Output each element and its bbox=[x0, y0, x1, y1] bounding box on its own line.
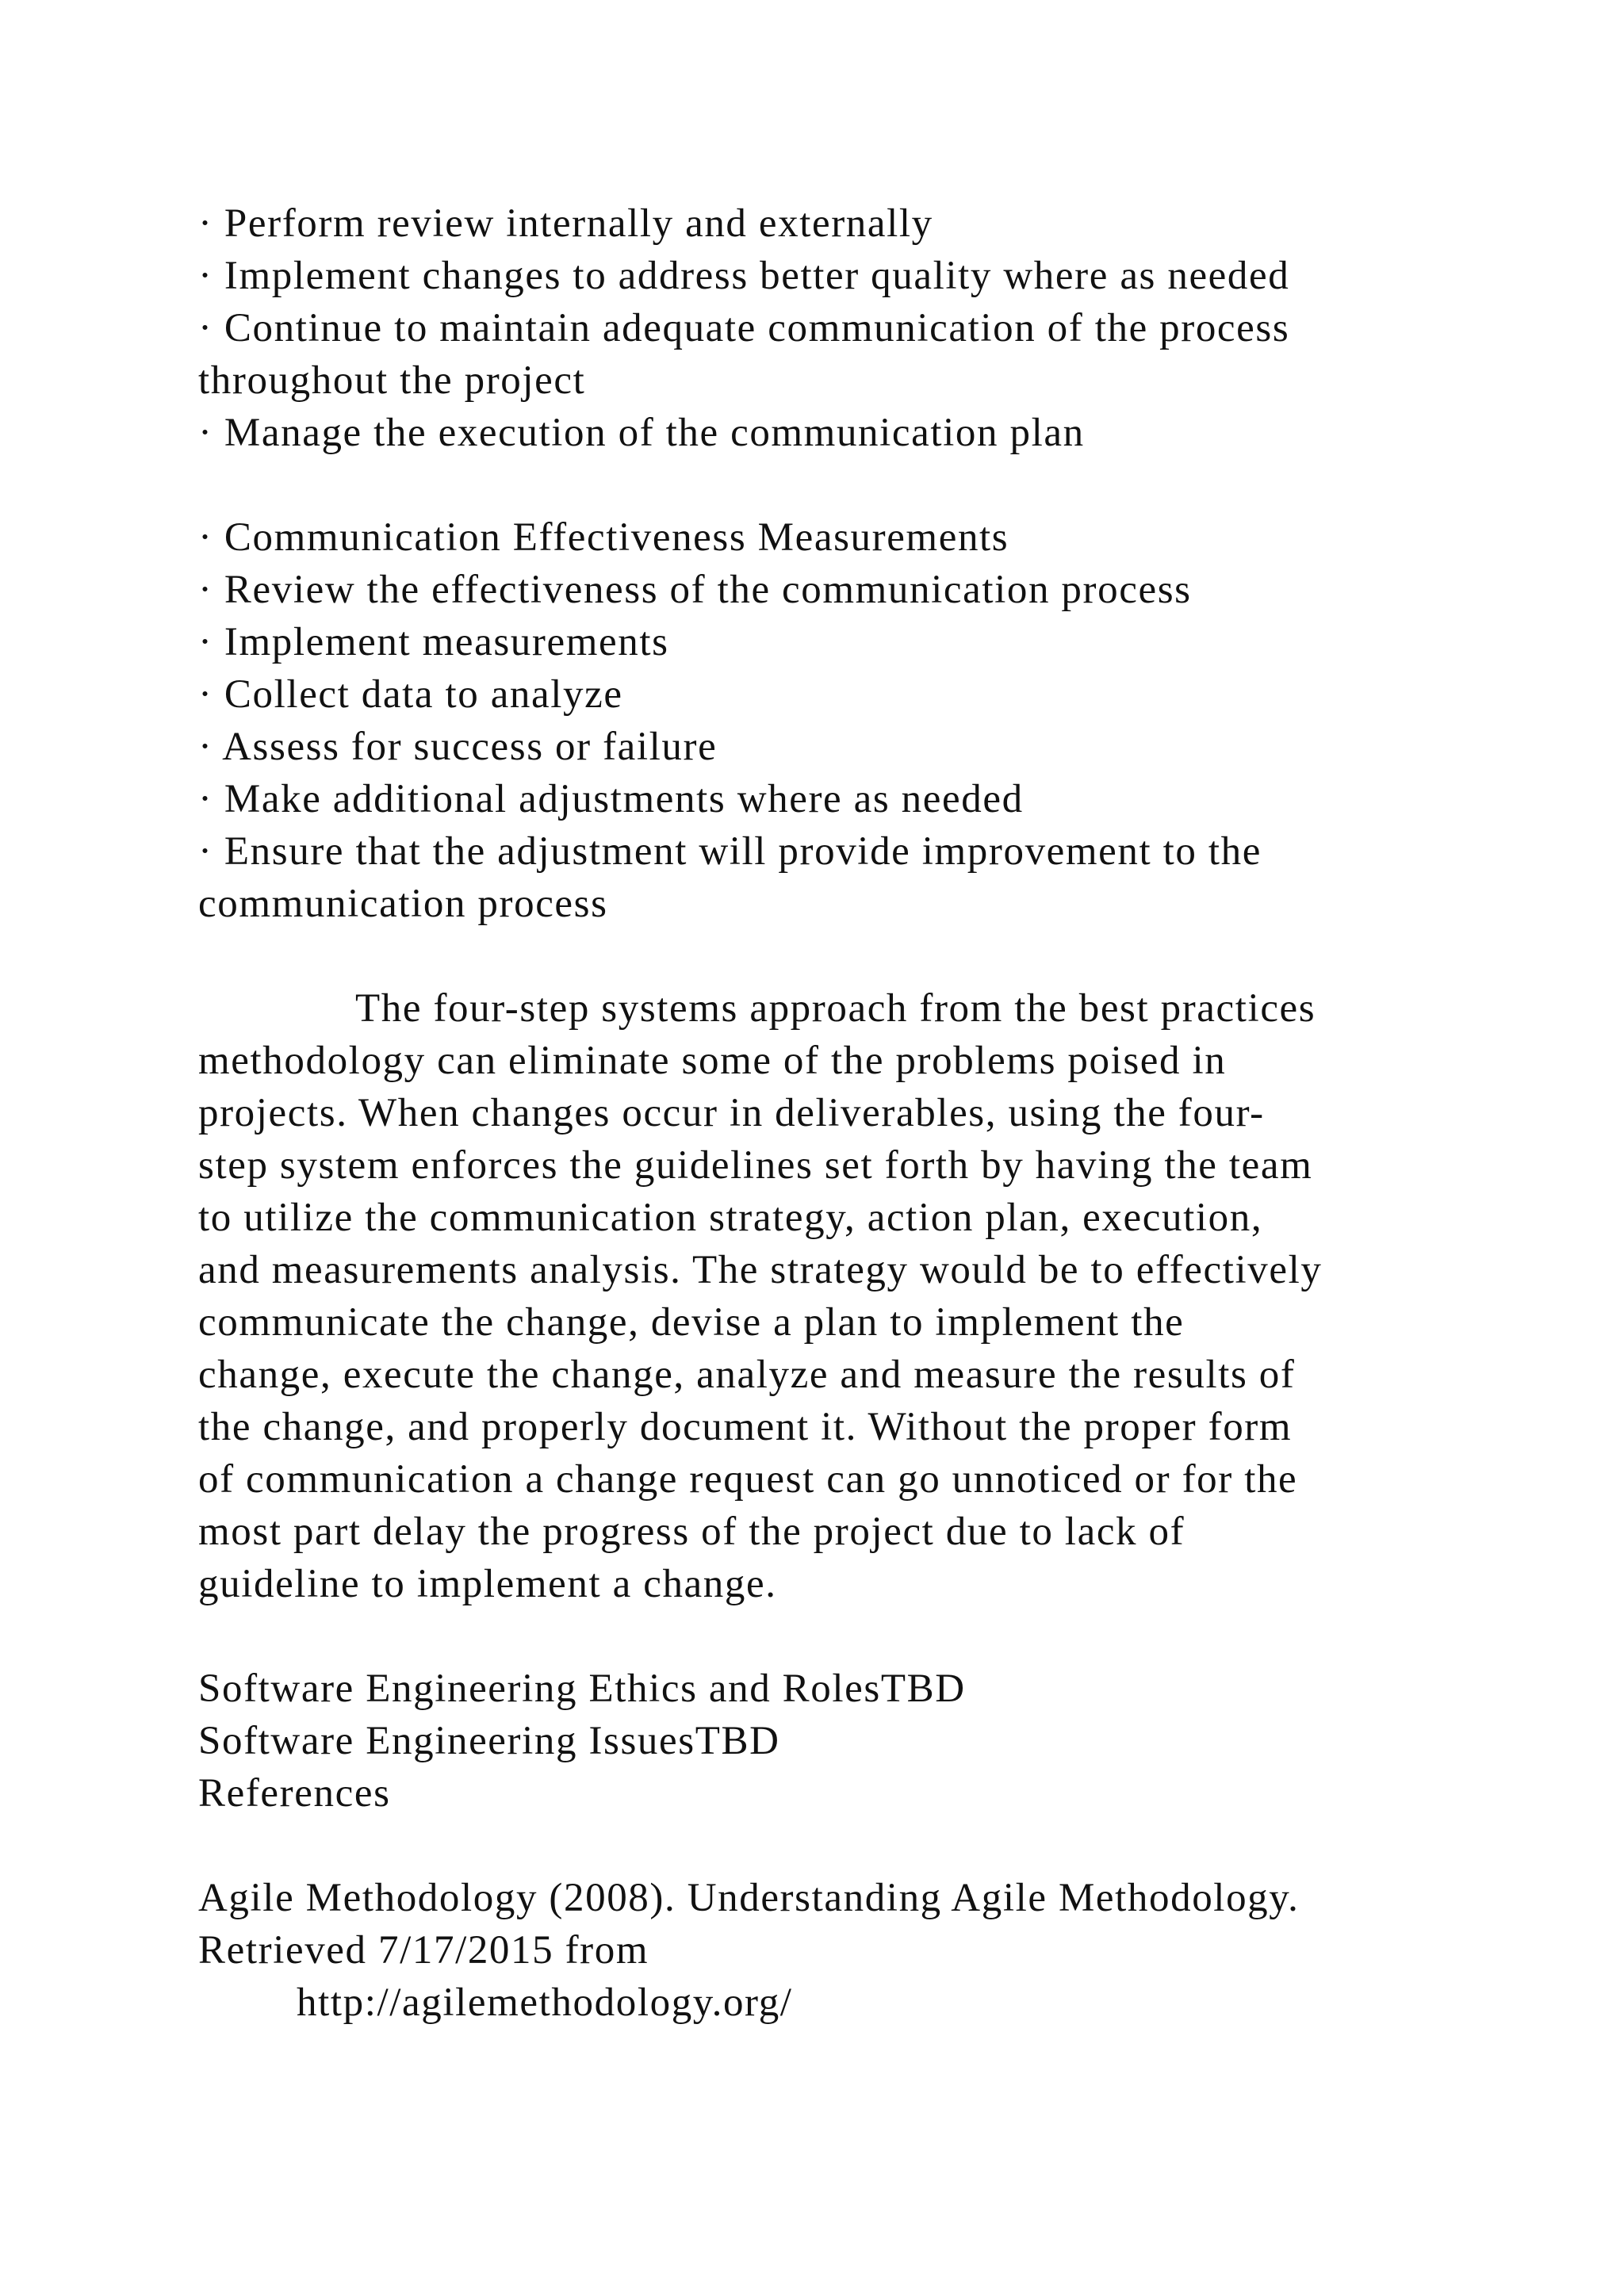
paragraph-line: and measurements analysis. The strategy would be to effectively bbox=[198, 1248, 1323, 1292]
bullet-item: · Manage the execution of the communication plan bbox=[198, 411, 1085, 455]
section-heading: Software Engineering IssuesTBD bbox=[198, 1719, 780, 1763]
bullet-item: · Make additional adjustments where as needed bbox=[198, 777, 1024, 821]
bullet-item: · Perform review internally and externally bbox=[198, 201, 933, 246]
paragraph-line: to utilize the communication strategy, action plan, execution, bbox=[198, 1196, 1263, 1240]
bullet-item-continuation: throughout the project bbox=[198, 358, 586, 403]
reference-entry: Retrieved 7/17/2015 from bbox=[198, 1928, 649, 1973]
bullet-item: · Review the effectiveness of the communication process bbox=[198, 568, 1192, 612]
paragraph-line: change, execute the change, analyze and measure the results of bbox=[198, 1353, 1296, 1397]
bullet-item: · Collect data to analyze bbox=[198, 672, 623, 717]
paragraph-line: The four-step systems approach from the best practices bbox=[355, 986, 1316, 1031]
paragraph-line: the change, and properly document it. Without the proper form bbox=[198, 1405, 1293, 1449]
paragraph-line: projects. When changes occur in deliverables, using the four- bbox=[198, 1091, 1265, 1135]
section-heading: Software Engineering Ethics and RolesTBD bbox=[198, 1667, 966, 1711]
paragraph-line: of communication a change request can go unnoticed or for the bbox=[198, 1457, 1298, 1502]
reference-url: http://agilemethodology.org/ bbox=[297, 1980, 793, 2025]
bullet-item: · Assess for success or failure bbox=[198, 725, 718, 769]
paragraph-line: guideline to implement a change. bbox=[198, 1562, 777, 1606]
reference-entry: Agile Methodology (2008). Understanding Agile Methodology. bbox=[198, 1876, 1300, 1920]
bullet-item: · Implement changes to address better quality where as needed bbox=[198, 254, 1290, 298]
paragraph-line: methodology can eliminate some of the problems poised in bbox=[198, 1039, 1227, 1083]
references-heading: References bbox=[198, 1771, 391, 1816]
bullet-item-continuation: communication process bbox=[198, 882, 608, 926]
paragraph-line: step system enforces the guidelines set forth by having the team bbox=[198, 1143, 1313, 1188]
bullet-item: · Implement measurements bbox=[198, 620, 669, 664]
paragraph-line: communicate the change, devise a plan to implement the bbox=[198, 1300, 1185, 1345]
bullet-item: · Continue to maintain adequate communication of the process bbox=[198, 306, 1290, 350]
bullet-item: · Communication Effectiveness Measurements bbox=[198, 515, 1009, 560]
bullet-item: · Ensure that the adjustment will provide improvement to the bbox=[198, 829, 1262, 874]
paragraph-line: most part delay the progress of the project due to lack of bbox=[198, 1510, 1185, 1554]
